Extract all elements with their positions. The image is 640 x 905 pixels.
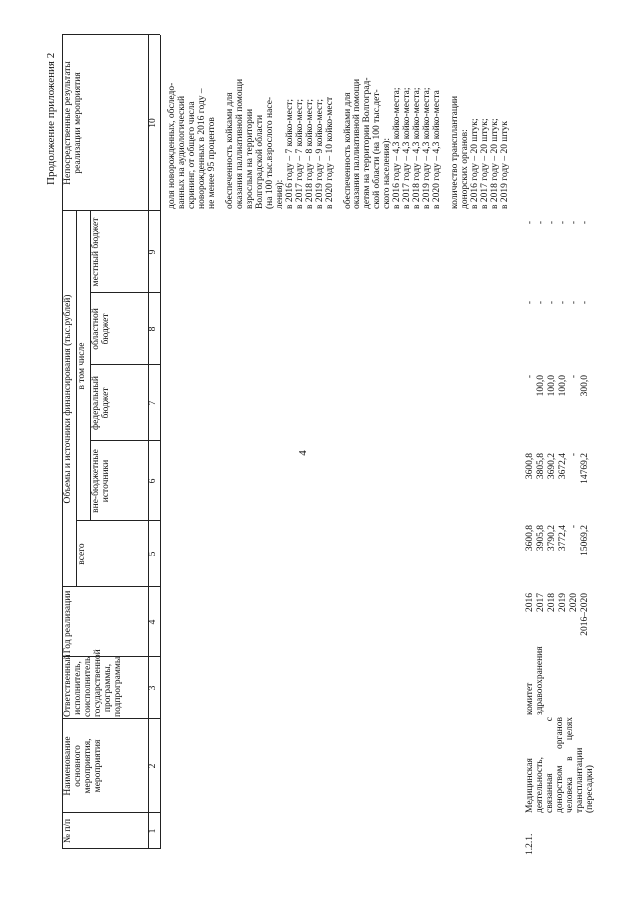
colnum-2: 2 (148, 763, 158, 769)
header-federal: федеральный бюджет (91, 376, 111, 430)
grid-v2 (62, 718, 160, 719)
header-financing: Объемы и источники финансирования (тыс.рублей) (63, 294, 73, 504)
page-number: 4 (296, 450, 309, 456)
colnum-4: 4 (148, 619, 158, 625)
header-executor: Ответственный исполнитель, соисполнитель государственной программы, подпрограммы (63, 649, 123, 717)
grid-v5 (76, 520, 160, 521)
grid-v9 (62, 210, 160, 211)
colnum-1: 1 (148, 828, 158, 834)
colnum-9: 9 (148, 249, 158, 255)
colnum-3: 3 (148, 685, 158, 691)
table-page (40, 20, 600, 885)
row-number: 1.2.1. (525, 833, 535, 855)
total-column: 3600,8 3905,8 3790,2 3772,4 - 15069,2 (525, 525, 590, 556)
header-regional: областной бюджет (91, 308, 111, 350)
header-num: № п/п (63, 818, 73, 844)
colnum-7: 7 (148, 400, 158, 406)
rotated-sheet (40, 20, 600, 885)
fin-sub-line (76, 211, 77, 587)
colnum-10: 10 (148, 118, 158, 128)
row-executor: комитет здравоохранения (525, 646, 545, 715)
grid-v3 (62, 656, 160, 657)
grid-v4 (62, 586, 160, 587)
header-local: местный бюджет (91, 217, 101, 287)
federal-column: 3600,8 3805,8 3690,2 3672,4 - 14769,2 (525, 453, 590, 484)
local-column: - - - - - - (525, 301, 590, 305)
grid-v1 (62, 812, 160, 813)
header-name: Наименование основного мероприятия, мероприятия (63, 736, 103, 796)
colnum-5: 5 (148, 551, 158, 557)
result-adult-palliative: обеспеченность койками для оказания паллиативной помощи взрослым на территории Волгоградской области (на 100 тыс.взрослого насе- ления): в 2016 году – 7 койко-мест; в 2017 году – 7 койко-мест; в 2018 году – 8 койко-мест; в 2019 году – 9 койко-мест; в 2020 году – 10 койко-мест (224, 78, 335, 209)
header-total: всего (77, 543, 87, 565)
header-extra: вне-бюджетные источники (91, 449, 111, 513)
header-incl: в том числе (77, 342, 87, 390)
years-column: 2016 2017 2018 2019 2020 2016–2020 (525, 593, 590, 636)
row-name: Медицинская деятельность, связанная с донорством органов человека в целях трансплантации (пересадки) (525, 717, 595, 813)
colnum-bottom-line (160, 35, 161, 849)
header-results: Непосредственные результаты реализации мероприятия (63, 61, 83, 185)
colnum-8: 8 (148, 326, 158, 332)
result-screening: доля новорожденных, обследо- ванных на аудиологический скрининг, от общего числа новорожденных в 2016 году – не менее 95 процентов (167, 82, 217, 209)
results-text (168, 37, 519, 209)
header-year: Год реализации (63, 590, 73, 654)
grid-v10 (62, 34, 160, 35)
result-transplant: количество трансплантации донорских органов: в 2016 году – 20 штук; в 2017 году – 20 штук; в 2018 году – 20 штук; в 2019 году – 20 штук (450, 95, 511, 209)
appendix-title: Продолжение приложения 2 (45, 52, 57, 185)
result-child-palliative: обеспеченность койками для оказания паллиативной помощи детям на территории Волгоград- ской области (на 100 тыс.дет- ского населения): в 2016 году – 4,3 койко-места; в 2017 году – 4,3 койко-места; в 2018 году – 4,3 койко-места; в 2019 году – 4,3 койко-места; в 2020 году – 4,3 койко-места (342, 77, 443, 209)
grid-v0 (62, 848, 160, 849)
colnum-6: 6 (148, 478, 158, 484)
regional-column: - 100,0 100,0 100,0 - 300,0 (525, 375, 590, 397)
extra-column: - - - - - - (525, 221, 590, 225)
